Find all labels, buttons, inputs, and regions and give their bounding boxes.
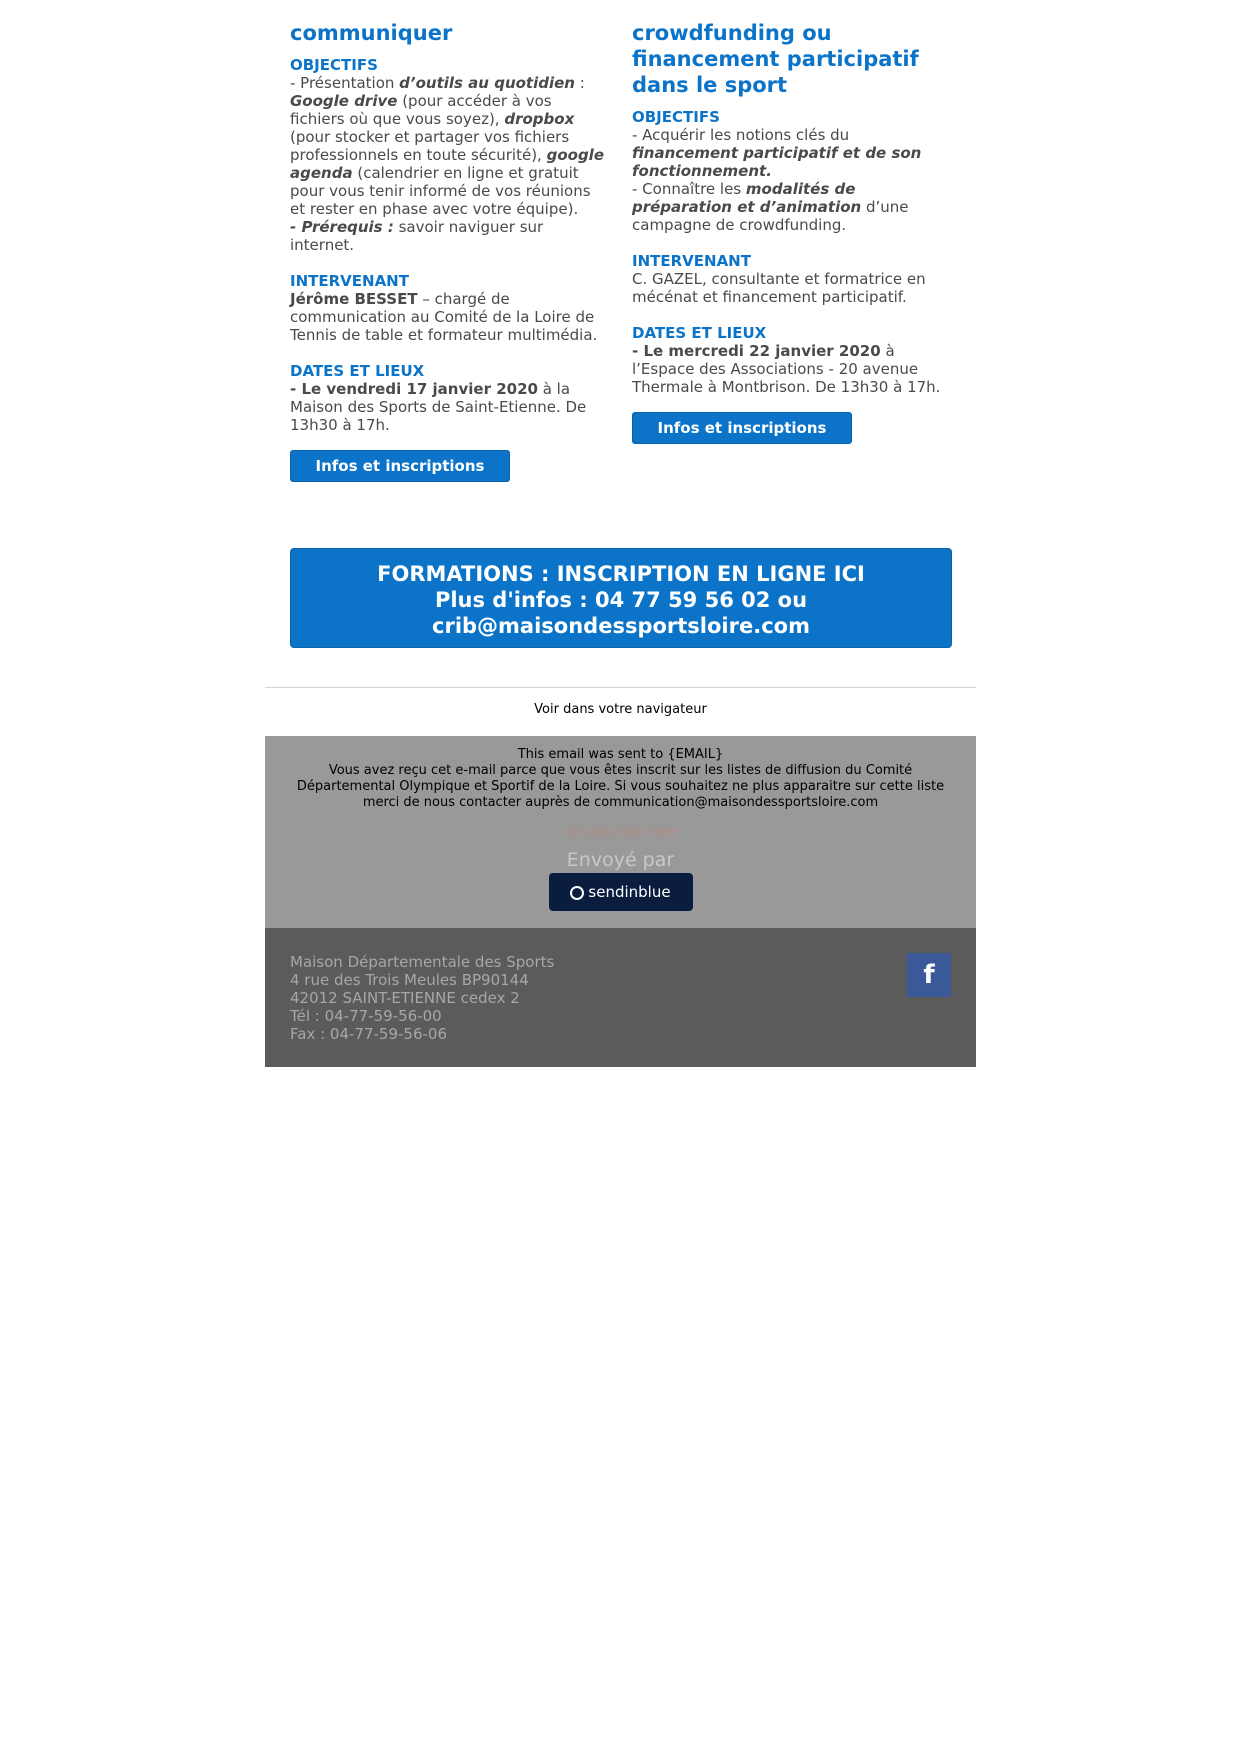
unsubscribe-link[interactable]: Unsubscribe here xyxy=(563,825,678,840)
notice-text: Vous avez reçu cet e-mail parce que vous êtes inscrit sur les listes de diffusion du Comité Départemental Olympique et Sportif de la Loire. Si vous souhaitez ne plus apparaitre sur cette liste merci de nous contacter auprès de communication@maisondessportsloire.com xyxy=(296,763,945,810)
training-title: communiquer xyxy=(290,21,453,45)
sent-to-text: This email was sent to {EMAIL} xyxy=(517,747,724,762)
infos-inscriptions-button[interactable]: Infos et inscriptions xyxy=(290,450,510,482)
intervenant-heading: INTERVENANT xyxy=(290,272,409,290)
formations-banner-link[interactable] xyxy=(290,548,952,648)
sendinblue-badge[interactable] xyxy=(549,873,693,911)
facebook-icon[interactable]: f xyxy=(907,953,951,997)
intervenant-heading: INTERVENANT xyxy=(632,252,751,270)
dates-text: - Le vendredi 17 janvier 2020 à la Maison des Sports de Saint-Etienne. De 13h30 à 17h. xyxy=(290,380,587,434)
dates-text: - Le mercredi 22 janvier 2020 à l’Espace des Associations - 20 avenue Thermale à Montbrison. De 13h30 à 17h. xyxy=(632,342,941,396)
intervenant-text: C. GAZEL, consultante et formatrice en mécénat et financement participatif. xyxy=(632,270,926,306)
dates-heading: DATES ET LIEUX xyxy=(290,362,425,380)
dates-heading: DATES ET LIEUX xyxy=(632,324,767,342)
sendinblue-logo-icon xyxy=(570,886,584,900)
banner-line-1: FORMATIONS : INSCRIPTION EN LIGNE ICI xyxy=(377,562,865,586)
address-line: 42012 SAINT-ETIENNE cedex 2 xyxy=(290,989,520,1007)
footer-notice xyxy=(265,736,976,928)
footer-address-block xyxy=(265,928,976,1067)
training-communiquer xyxy=(290,20,610,482)
sendinblue-label: sendinblue xyxy=(588,883,671,901)
training-columns xyxy=(265,0,976,520)
objectifs-text: - Présentation d’outils au quotidien : Google drive (pour accéder à vos fichiers où que vous soyez), dropbox (pour stocker et partager vos fichiers professionnels en toute sécurité), google agenda (calendrier en ligne et gratuit pour vous tenir informé de vos réunions et rester en phase avec votre équipe). - Prérequis : savoir naviguer sur internet. xyxy=(290,74,604,254)
banner-line-3: crib@maisondessportsloire.com xyxy=(432,614,810,638)
envoye-par-text: Envoyé par xyxy=(566,849,675,871)
training-crowdfunding xyxy=(632,20,952,444)
banner-line-2: Plus d'infos : 04 77 59 56 02 ou xyxy=(434,588,808,612)
objectifs-heading: OBJECTIFS xyxy=(290,56,378,74)
view-in-browser-link[interactable]: Voir dans votre navigateur xyxy=(534,702,707,717)
address-line: Maison Départementale des Sports xyxy=(290,953,555,971)
objectifs-heading: OBJECTIFS xyxy=(632,108,720,126)
address-line: Fax : 04-77-59-56-06 xyxy=(290,1025,447,1043)
address-line: 4 rue des Trois Meules BP90144 xyxy=(290,971,529,989)
address-line: Tél : 04-77-59-56-00 xyxy=(290,1007,442,1025)
email-body xyxy=(265,0,976,1043)
address xyxy=(290,953,554,1043)
objectifs-text: - Acquérir les notions clés du financement participatif et de son fonctionnement. - Connaître les modalités de préparation et d’animation d’une campagne de crowdfunding. xyxy=(632,126,922,234)
infos-inscriptions-button[interactable]: Infos et inscriptions xyxy=(632,412,852,444)
training-title: crowdfunding ou financement participatif dans le sport xyxy=(632,21,919,97)
divider xyxy=(265,687,976,688)
intervenant-text: Jérôme BESSET – chargé de communication au Comité de la Loire de Tennis de table et formateur multimédia. xyxy=(290,290,598,344)
